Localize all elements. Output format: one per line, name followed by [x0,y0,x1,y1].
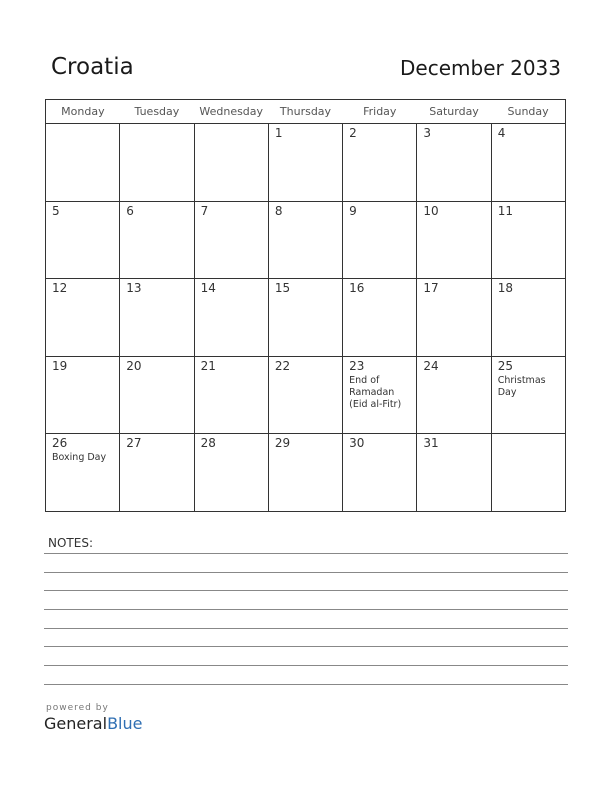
day-cell [194,434,268,512]
note-line [44,665,568,666]
day-number: 22 [274,358,291,373]
day-number: 21 [200,358,216,373]
day-number: 2 [349,126,357,140]
day-cell [46,201,120,279]
day-cell [343,124,417,202]
day-cell [46,279,120,357]
brand-logo [44,703,142,733]
day-cell [343,201,417,279]
calendar-grid [45,99,566,512]
day-number: 23 [349,358,365,373]
day-cell [417,434,491,512]
weekday-header: Tuesday [120,100,194,124]
day-number: 17 [423,281,439,296]
weekday-header: Wednesday [194,100,268,124]
day-cell [194,279,268,357]
day-cell [343,434,417,512]
day-cell [417,201,491,279]
day-cell [491,201,565,279]
day-number: 18 [497,281,513,296]
day-cell [268,356,342,434]
day-number: 19 [52,358,68,373]
holiday-label: Christmas Day [497,374,546,398]
day-number: 20 [126,358,142,373]
day-cell [194,201,268,279]
week-row [46,201,566,279]
day-cell [268,201,342,279]
month-year-title: December 2033 [400,56,561,80]
week-row [46,434,566,512]
day-cell [46,356,120,434]
day-number: 29 [274,436,291,451]
day-cell [268,279,342,357]
powered-by-text: powered by [46,703,109,713]
day-number: 13 [126,281,142,296]
day-cell [194,124,268,202]
note-line [44,572,568,573]
day-number: 31 [423,436,439,451]
day-cell [120,279,194,357]
day-number: 4 [497,126,506,140]
weekday-header: Sunday [491,100,565,124]
day-number: 24 [423,358,439,373]
day-cell [417,279,491,357]
day-number: 12 [52,281,68,296]
weekday-header-row [46,100,566,124]
country-title: Croatia [51,54,134,80]
brand-name-general: General [44,714,108,733]
holiday-label: Boxing Day [52,452,107,464]
weekday-header: Thursday [268,100,342,124]
week-row [46,279,566,357]
weekday-header: Friday [343,100,417,124]
day-cell [417,124,491,202]
day-number: 26 [52,436,68,451]
day-number: 5 [52,203,60,218]
day-cell [491,356,565,434]
notes-label: NOTES: [48,536,93,550]
day-cell [343,356,417,434]
day-number: 11 [497,203,513,218]
note-line [44,609,568,610]
day-number: 6 [126,203,134,218]
day-cell [120,356,194,434]
brand-name-blue: Blue [107,714,143,733]
note-line [44,684,568,685]
day-number: 14 [200,281,216,296]
day-cell [417,356,491,434]
note-line [44,553,568,554]
day-number: 16 [349,281,365,296]
brand-name [44,714,142,733]
day-cell [491,434,565,512]
day-cell [120,124,194,202]
day-number: 7 [200,203,209,218]
note-line [44,628,568,629]
week-row [46,124,566,202]
day-number: 1 [274,126,283,140]
day-number: 8 [274,203,283,218]
day-number: 27 [126,436,142,451]
day-cell [194,356,268,434]
day-cell [491,124,565,202]
day-cell [46,124,120,202]
holiday-label: End of Ramadan (Eid al-Fitr) [349,374,402,410]
day-number: 25 [497,358,513,373]
note-line [44,590,568,591]
week-row [46,356,566,434]
day-number: 10 [423,203,439,218]
day-number: 9 [349,203,357,218]
weekday-header: Saturday [417,100,491,124]
day-cell [120,434,194,512]
day-cell [343,279,417,357]
day-cell [46,434,120,512]
day-cell [268,434,342,512]
day-cell [268,124,342,202]
day-cell [120,201,194,279]
day-cell [491,279,565,357]
day-number: 30 [349,436,365,451]
day-number: 15 [274,281,291,296]
day-number: 28 [200,436,216,451]
note-line [44,646,568,647]
day-number: 3 [423,126,432,140]
weekday-header: Monday [46,100,120,124]
